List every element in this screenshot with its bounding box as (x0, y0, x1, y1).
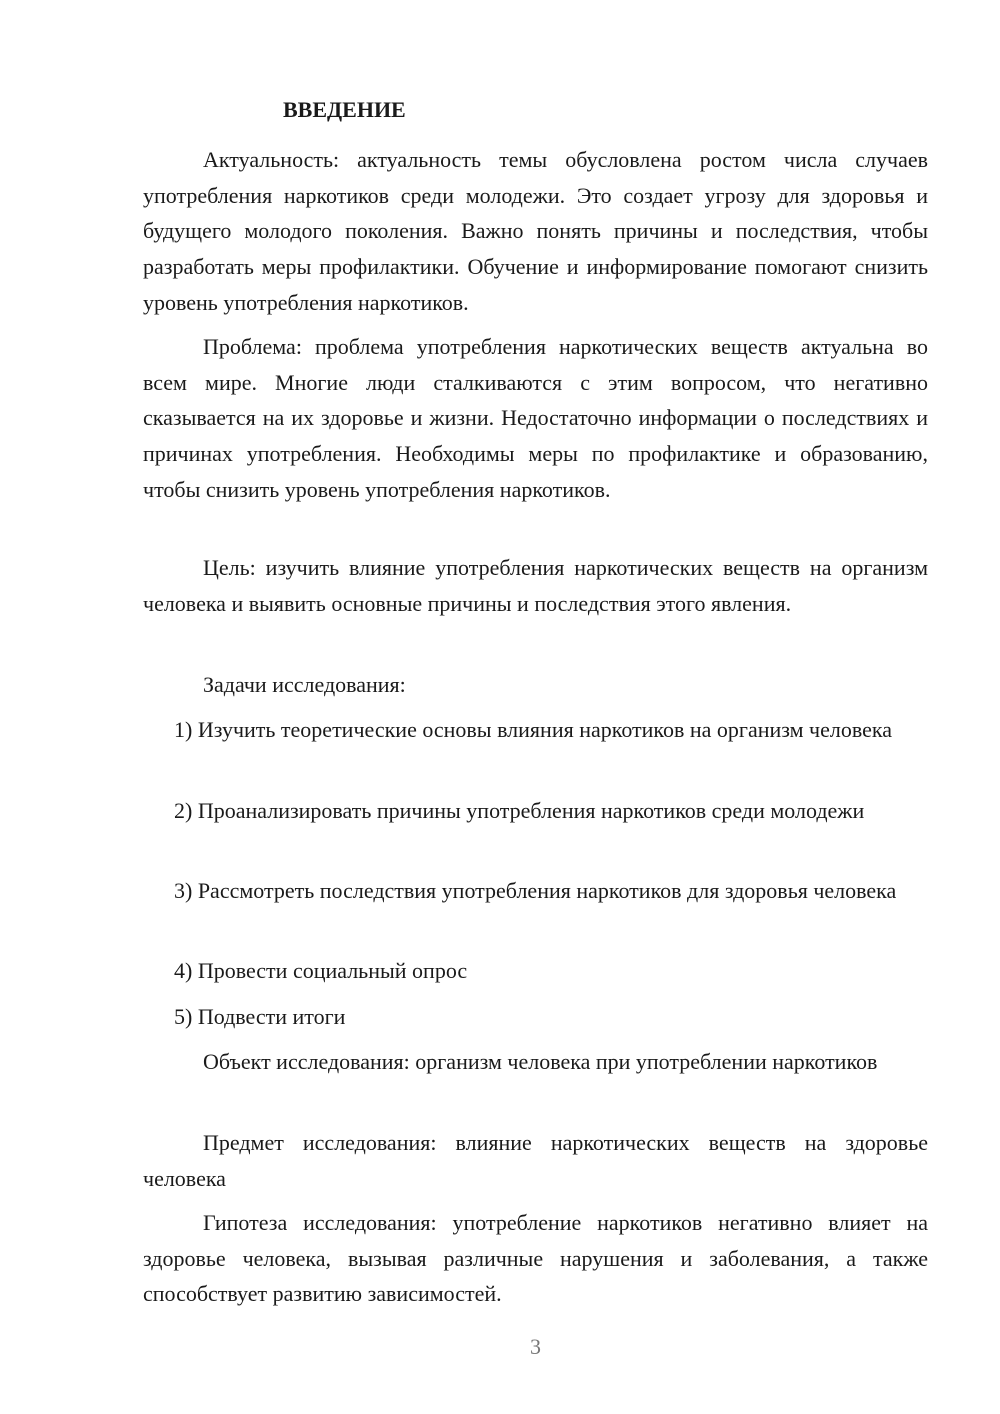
task-item-5: 5) Подвести итоги (174, 1004, 346, 1029)
page-number: 3 (530, 1334, 541, 1359)
tasks-title: Задачи исследования: (203, 672, 406, 697)
heading-container (143, 95, 928, 125)
task-item-3: 3) Рассмотреть последствия употребления наркотиков для здоровья человека (174, 878, 897, 903)
task-item-4: 4) Провести социальный опрос (174, 958, 468, 983)
paragraph-object: Объект исследования: организм человека при употреблении наркотиков (203, 1049, 878, 1074)
task-item-2: 2) Проанализировать причины употребления наркотиков среди молодежи (174, 798, 865, 823)
page-heading: ВВЕДЕНИЕ (283, 97, 406, 122)
paragraph-relevance: Актуальность: актуальность темы обусловлена ростом числа случаев употребления наркотиков среди молодежи. Это создает угрозу для здоровья и будущего молодого поколения. Важно понять причины и последствия, чтобы разработать меры профилактики. Обучение и информирование помогают снизить уровень употребления наркотиков. (143, 147, 928, 315)
paragraph-goal: Цель: изучить влияние употребления наркотических веществ на организм человека и выявить основные причины и последствия этого явления. (143, 555, 928, 616)
paragraph-subject: Предмет исследования: влияние наркотических веществ на здоровье человека (143, 1130, 928, 1191)
paragraph-hypothesis: Гипотеза исследования: употребление наркотиков негативно влияет на здоровье человека, вызывая различные нарушения и заболевания, а также способствует развитию зависимостей. (143, 1210, 928, 1307)
task-item-1: 1) Изучить теоретические основы влияния наркотиков на организм человека (174, 717, 893, 742)
paragraph-problem: Проблема: проблема употребления наркотических веществ актуальна во всем мире. Многие люди сталкиваются с этим вопросом, что негативно сказывается на их здоровье и жизни. Недостаточно информации о последствиях и причинах употребления. Необходимы меры по профилактике и образованию, чтобы снизить уровень употребления наркотиков. (143, 334, 928, 502)
